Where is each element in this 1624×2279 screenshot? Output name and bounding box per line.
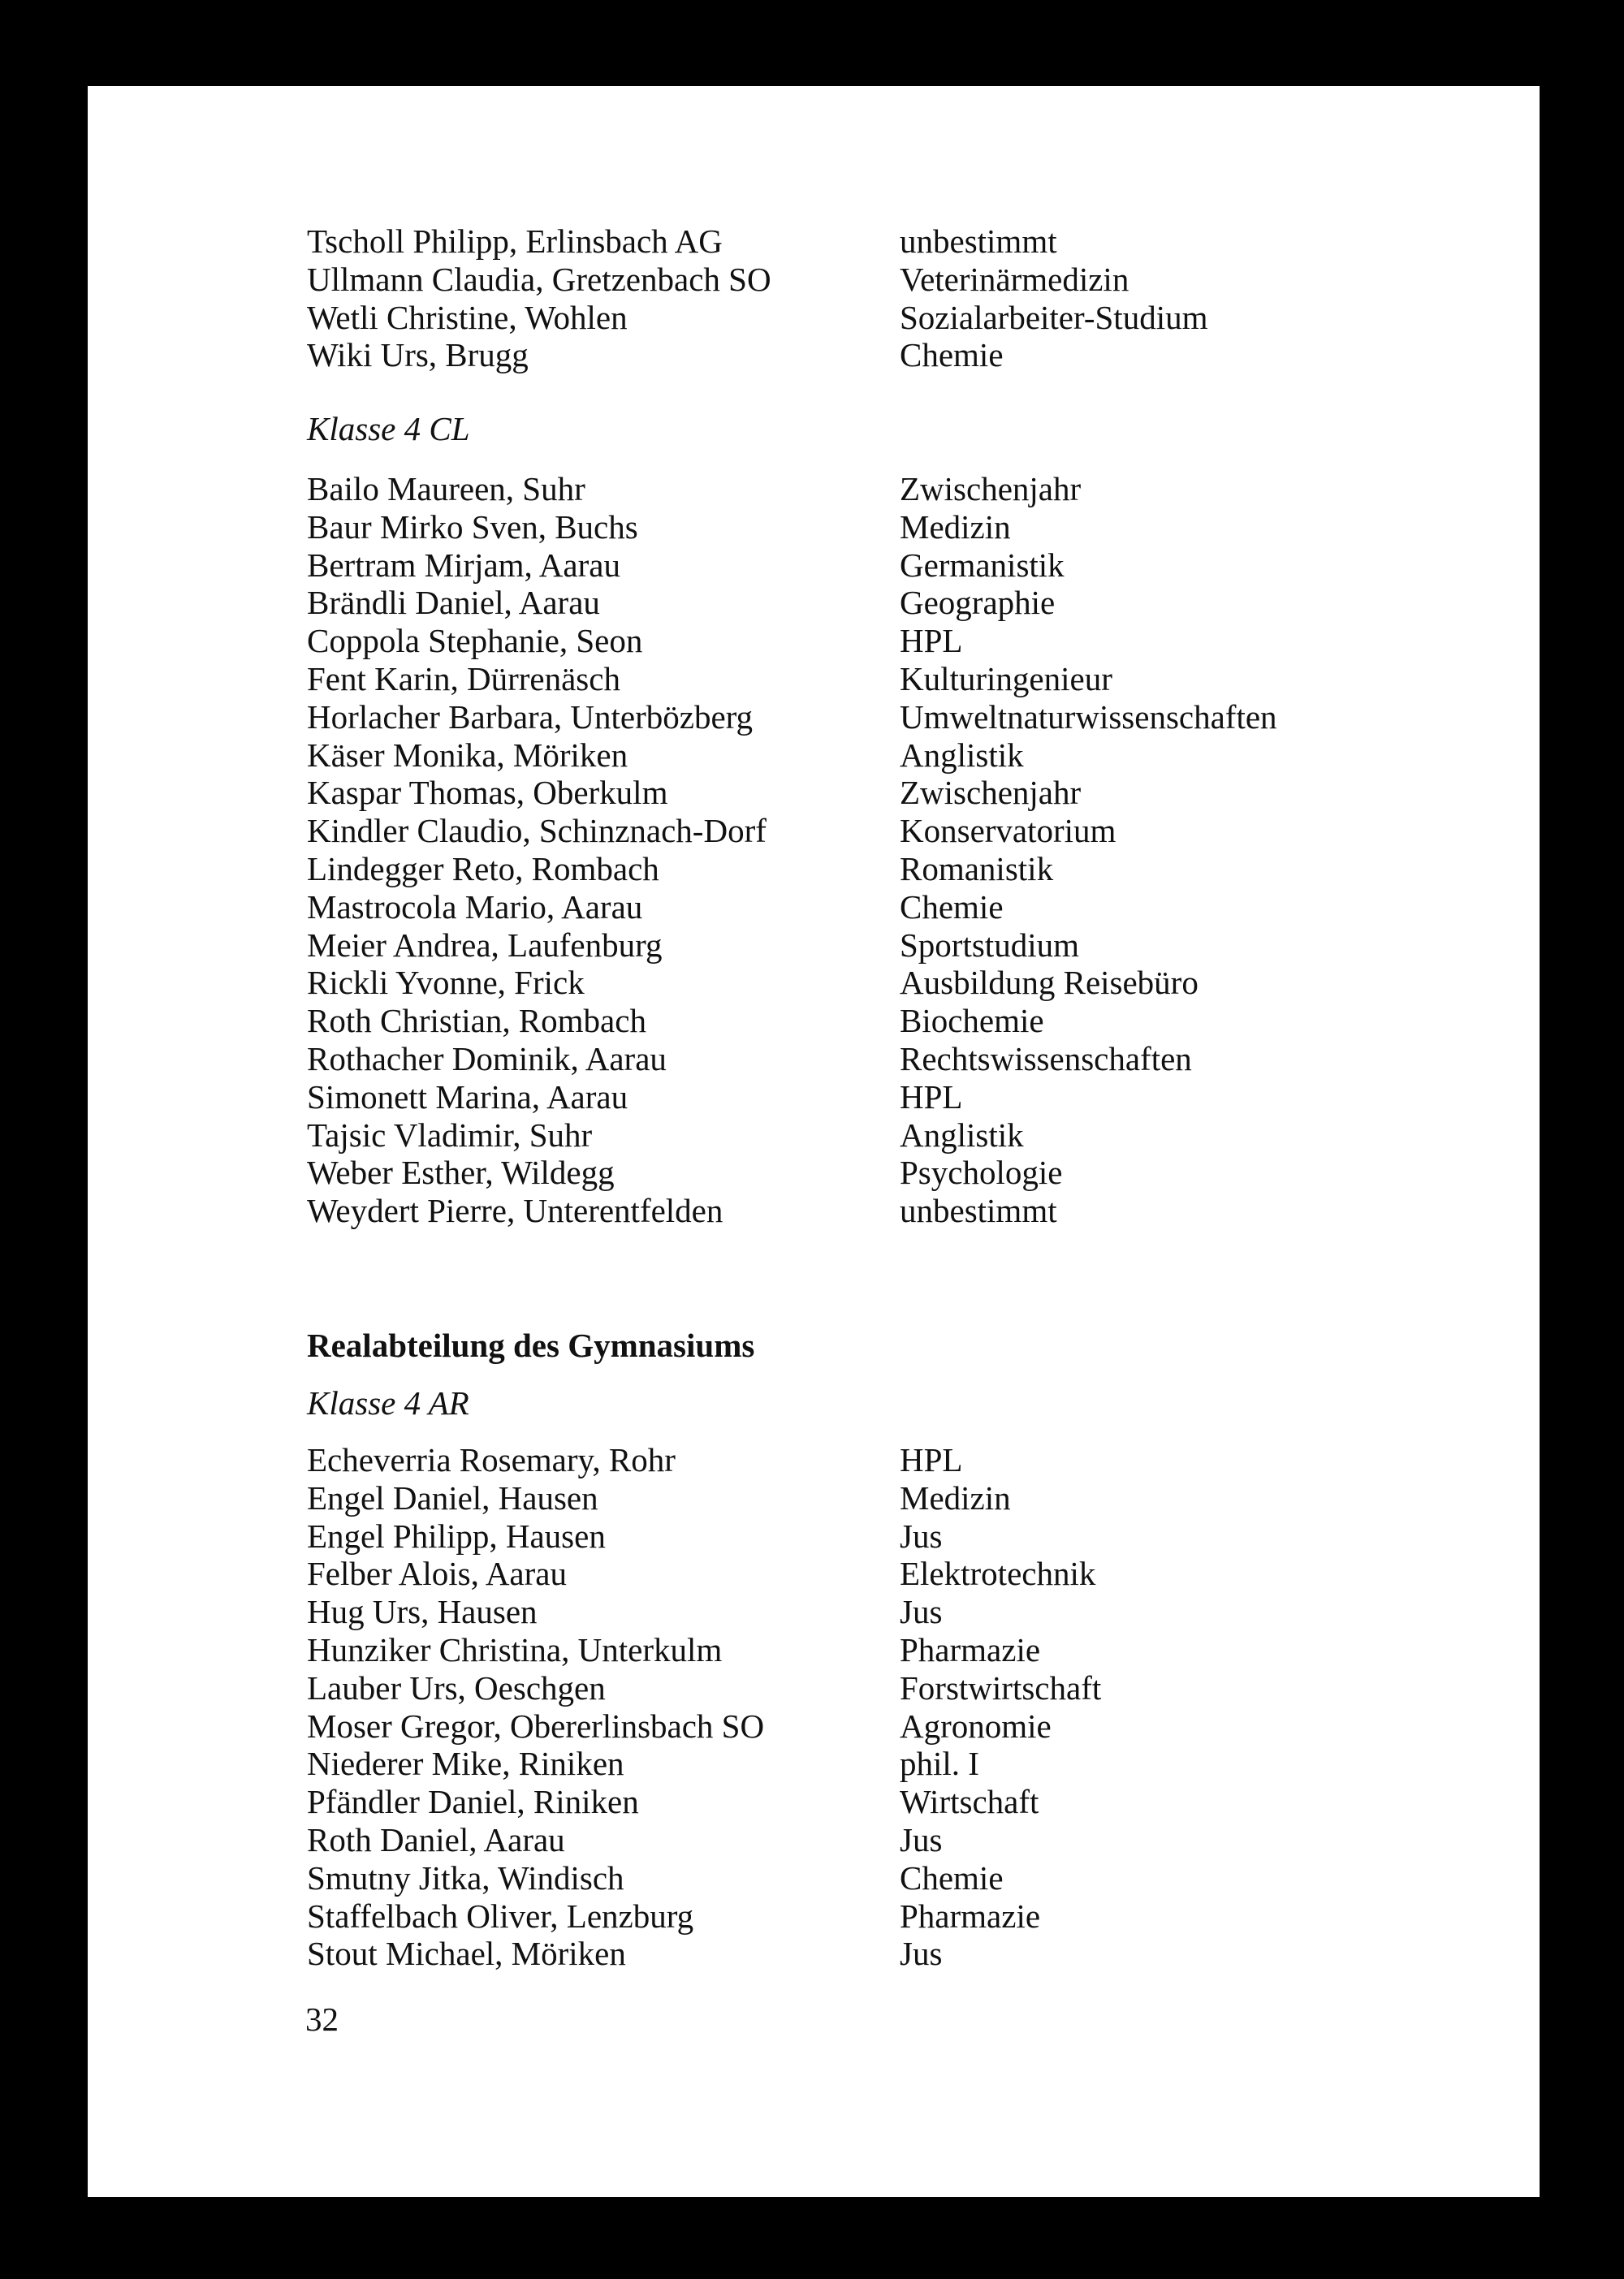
student-name: Meier Andrea, Laufenburg	[307, 926, 663, 964]
study-field: Medizin	[900, 507, 1011, 546]
study-field: Psychologie	[900, 1154, 1063, 1192]
study-field: HPL	[900, 622, 963, 660]
student-name: Roth Christian, Rombach	[307, 1002, 646, 1040]
student-name: Brändli Daniel, Aarau	[307, 584, 600, 622]
study-field: Wirtschaft	[900, 1783, 1039, 1821]
student-name: Lindegger Reto, Rombach	[307, 850, 659, 887]
document-page	[88, 86, 1540, 2197]
study-field: Zwischenjahr	[900, 470, 1082, 507]
study-field: Zwischenjahr	[900, 774, 1082, 812]
student-name: Pfändler Daniel, Riniken	[307, 1783, 639, 1821]
student-name: Mastrocola Mario, Aarau	[307, 887, 643, 926]
list-row	[88, 850, 1540, 888]
list-row	[88, 1593, 1540, 1631]
study-field: Sportstudium	[900, 926, 1079, 964]
study-field: Germanistik	[900, 546, 1065, 584]
study-field: Jus	[900, 1821, 943, 1858]
study-field: Jus	[900, 1935, 943, 1973]
student-name: Niederer Mike, Riniken	[307, 1745, 624, 1783]
student-name: Staffelbach Oliver, Lenzburg	[307, 1897, 694, 1935]
student-name: Wetli Christine, Wohlen	[307, 298, 628, 336]
student-name: Moser Gregor, Obererlinsbach SO	[307, 1707, 765, 1745]
study-field: unbestimmt	[900, 1192, 1057, 1230]
student-name: Kaspar Thomas, Oberkulm	[307, 774, 668, 812]
list-row	[88, 964, 1540, 1002]
list-row	[88, 1859, 1540, 1897]
study-field: HPL	[900, 1077, 963, 1116]
list-row	[88, 1935, 1540, 1973]
list-row	[88, 1441, 1540, 1479]
list-row	[88, 1631, 1540, 1669]
list-row	[88, 1002, 1540, 1040]
student-name: Rickli Yvonne, Frick	[307, 964, 585, 1002]
student-name: Felber Alois, Aarau	[307, 1555, 567, 1593]
student-name: Hug Urs, Hausen	[307, 1593, 538, 1631]
student-name: Stout Michael, Möriken	[307, 1935, 626, 1973]
study-field: Rechtswissenschaften	[900, 1040, 1192, 1077]
list-row	[88, 1745, 1540, 1783]
list-row	[88, 774, 1540, 812]
list-row	[88, 261, 1540, 299]
student-name: Kindler Claudio, Schinznach-Dorf	[307, 812, 767, 850]
study-field: Romanistik	[900, 850, 1054, 887]
list-row	[88, 336, 1540, 374]
student-name: Bailo Maureen, Suhr	[307, 470, 585, 507]
study-field: Anglistik	[900, 736, 1024, 774]
study-field: Forstwirtschaft	[900, 1668, 1102, 1707]
student-name: Smutny Jitka, Windisch	[307, 1858, 624, 1897]
study-field: Kulturingenieur	[900, 660, 1112, 697]
study-field: Chemie	[900, 1858, 1004, 1897]
study-field: Pharmazie	[900, 1631, 1041, 1668]
list-row	[88, 622, 1540, 660]
list-row	[88, 1192, 1540, 1230]
study-field: Veterinärmedizin	[900, 260, 1129, 298]
list-row	[88, 1078, 1540, 1116]
student-name: Horlacher Barbara, Unterbözberg	[307, 697, 754, 736]
student-name: Wiki Urs, Brugg	[307, 336, 529, 374]
study-field: Umweltnaturwissenschaften	[900, 697, 1277, 736]
student-name: Lauber Urs, Oeschgen	[307, 1668, 606, 1707]
list-row	[88, 222, 1540, 261]
study-field: Elektrotechnik	[900, 1555, 1096, 1593]
study-field: Chemie	[900, 336, 1004, 374]
page-number: 32	[305, 2001, 339, 2038]
student-name: Ullmann Claudia, Gretzenbach SO	[307, 260, 771, 298]
list-row	[88, 1669, 1540, 1707]
student-name: Weber Esther, Wildegg	[307, 1154, 615, 1192]
study-field: phil. I	[900, 1745, 979, 1783]
student-name: Bertram Mirjam, Aarau	[307, 546, 620, 584]
study-field: Jus	[900, 1593, 943, 1631]
study-field: Anglistik	[900, 1116, 1024, 1154]
study-field: HPL	[900, 1441, 963, 1478]
student-name: Engel Philipp, Hausen	[307, 1517, 606, 1555]
study-field: Agronomie	[900, 1707, 1052, 1745]
study-field: Chemie	[900, 887, 1004, 926]
student-name: Käser Monika, Möriken	[307, 736, 628, 774]
list-row	[88, 812, 1540, 850]
list-row	[88, 1707, 1540, 1746]
student-name: Hunziker Christina, Unterkulm	[307, 1631, 723, 1668]
list-row	[88, 546, 1540, 585]
class-4cl-heading: Klasse 4 CL	[307, 410, 470, 447]
student-name: Baur Mirko Sven, Buchs	[307, 507, 638, 546]
study-field: Geographie	[900, 584, 1056, 622]
list-row	[88, 1116, 1540, 1155]
list-row	[88, 299, 1540, 337]
class-4ar-heading: Klasse 4 AR	[307, 1384, 469, 1422]
list-row	[88, 736, 1540, 775]
list-row	[88, 584, 1540, 622]
list-row	[88, 1897, 1540, 1936]
student-name: Tajsic Vladimir, Suhr	[307, 1116, 593, 1154]
student-name: Rothacher Dominik, Aarau	[307, 1040, 667, 1077]
student-name: Tscholl Philipp, Erlinsbach AG	[307, 222, 723, 260]
list-row	[88, 1154, 1540, 1192]
list-row	[88, 1783, 1540, 1821]
student-name: Simonett Marina, Aarau	[307, 1077, 628, 1116]
list-row	[88, 508, 1540, 546]
student-name: Echeverria Rosemary, Rohr	[307, 1441, 676, 1478]
student-name: Coppola Stephanie, Seon	[307, 622, 643, 660]
study-field: Biochemie	[900, 1002, 1044, 1040]
list-row	[88, 888, 1540, 926]
study-field: Pharmazie	[900, 1897, 1041, 1935]
study-field: Medizin	[900, 1478, 1011, 1517]
list-row	[88, 1555, 1540, 1593]
student-name: Weydert Pierre, Unterentfelden	[307, 1192, 723, 1230]
study-field: Ausbildung Reisebüro	[900, 964, 1199, 1002]
student-name: Engel Daniel, Hausen	[307, 1478, 598, 1517]
study-field: Sozialarbeiter-Studium	[900, 298, 1208, 336]
section-realabteilung-heading: Realabteilung des Gymnasiums	[307, 1327, 755, 1364]
page-content	[88, 86, 1540, 2197]
list-row	[88, 1821, 1540, 1859]
list-row	[88, 1040, 1540, 1078]
list-row	[88, 926, 1540, 965]
list-row	[88, 470, 1540, 508]
student-name: Fent Karin, Dürrenäsch	[307, 660, 620, 697]
list-row	[88, 660, 1540, 698]
student-name: Roth Daniel, Aarau	[307, 1821, 565, 1858]
study-field: Jus	[900, 1517, 943, 1555]
study-field: Konservatorium	[900, 812, 1116, 850]
list-row	[88, 1517, 1540, 1556]
list-row	[88, 698, 1540, 736]
list-row	[88, 1479, 1540, 1517]
study-field: unbestimmt	[900, 222, 1057, 260]
